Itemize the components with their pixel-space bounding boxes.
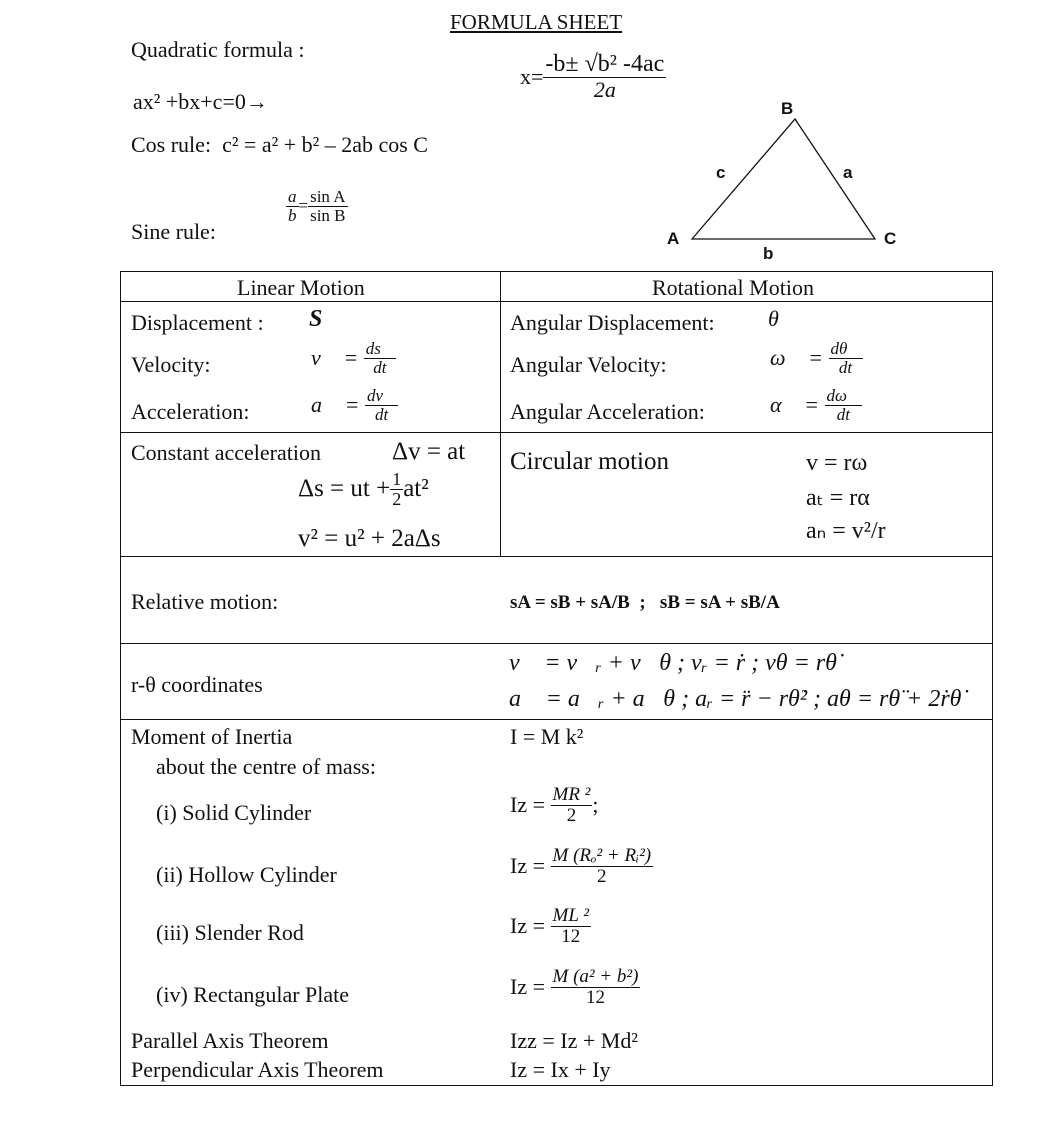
constant-acceleration-label: Constant acceleration — [131, 440, 321, 465]
acceleration-den: dt — [374, 404, 389, 424]
cos-rule-formula: c² = a² + b² – 2ab cos C — [222, 132, 428, 157]
solid-cylinder-lhs: Iz = — [510, 792, 545, 818]
angular-velocity-den: dt — [838, 357, 853, 377]
vertex-b: B — [781, 99, 794, 118]
perpendicular-axis-label: Perpendicular Axis Theorem — [131, 1057, 384, 1082]
hollow-cylinder-den: 2 — [597, 865, 607, 887]
inertia-formula: I = M k² — [510, 724, 584, 749]
velocity-num: ds⃗ — [365, 339, 395, 358]
sine-d2: sin B — [310, 205, 346, 225]
acceleration-lhs: a⃗ = — [311, 392, 360, 418]
side-c: c — [716, 163, 726, 182]
angular-velocity-label: Angular Velocity: — [510, 352, 667, 377]
angular-velocity-lhs: ω⃗ = — [770, 345, 823, 371]
circular-eq1: v = rω — [806, 450, 868, 476]
slender-rod-label: (iii) Slender Rod — [156, 920, 304, 945]
rectangular-plate-lhs: Iz = — [510, 974, 545, 1000]
parallel-axis-formula: Izz = Iz + Md² — [510, 1028, 638, 1053]
parallel-axis-label: Parallel Axis Theorem — [131, 1028, 329, 1053]
rectangular-plate-label: (iv) Rectangular Plate — [156, 982, 350, 1007]
triangle-diagram — [660, 95, 900, 265]
cos-rule-label: Cos rule: — [131, 132, 212, 157]
side-a: a — [843, 163, 853, 182]
velocity-label: Velocity: — [131, 352, 211, 377]
hollow-cylinder-num: M (Rₒ² + Rᵢ²) — [552, 845, 652, 866]
angular-acceleration-num: dω⃗ — [826, 386, 861, 405]
solid-cylinder-label: (i) Solid Cylinder — [156, 800, 312, 825]
const-eq2-b: at² — [403, 475, 429, 503]
inertia-sublabel: about the centre of mass: — [156, 754, 376, 779]
slender-rod-den: 12 — [561, 925, 581, 947]
const-eq1: Δv = at — [392, 438, 466, 465]
solid-cylinder-den: 2 — [566, 804, 577, 826]
header-linear: Linear Motion — [237, 275, 365, 300]
angular-displacement-symbol: θ⃗ — [768, 306, 796, 331]
angular-velocity-num: dθ⃗ — [830, 339, 861, 358]
displacement-label: Displacement : — [131, 310, 264, 335]
sine-rule-formula — [286, 188, 348, 225]
sine-d1: b — [288, 205, 297, 225]
quadratic-equation: ax² +bx+c=0→ — [133, 89, 268, 114]
inertia-label: Moment of Inertia — [131, 724, 293, 749]
header-rotational: Rotational Motion — [652, 275, 814, 300]
solid-cylinder-num: MR ² — [552, 784, 591, 805]
angular-acceleration-label: Angular Acceleration: — [510, 399, 705, 424]
acceleration-label: Acceleration: — [131, 399, 250, 424]
relative-motion-formula: sA = sB + sA/B ; sB = sA + sB/A — [510, 592, 780, 613]
const-eq2-den: 2 — [392, 488, 402, 509]
perpendicular-axis-formula: Iz = Ix + Iy — [510, 1057, 611, 1082]
sine-n1: a — [288, 187, 297, 206]
r-theta-eq1: v⃗ = v⃗ᵣ + v⃗θ ; vᵣ = ṙ ; vθ = rθ̇ — [509, 650, 837, 676]
hollow-cylinder-lhs: Iz = — [510, 853, 545, 879]
solid-cylinder-tail: ; — [592, 792, 599, 818]
displacement-symbol: S⃗ — [309, 306, 342, 332]
const-eq2-a: Δs = ut + — [298, 475, 391, 503]
velocity-den: dt — [373, 357, 387, 377]
quadratic-label: Quadratic formula : — [131, 37, 305, 62]
quadratic-denominator: 2a — [593, 77, 616, 103]
circular-eq3: aₙ = v²/r — [806, 518, 886, 544]
acceleration-num: dv⃗ — [366, 386, 397, 405]
rectangular-plate-num: M (a² + b²) — [552, 966, 639, 987]
slender-rod-lhs: Iz = — [510, 913, 545, 939]
angular-acceleration-lhs: α⃗ = — [770, 392, 820, 418]
vertex-c: C — [884, 229, 897, 248]
hollow-cylinder-label: (ii) Hollow Cylinder — [156, 862, 337, 887]
sine-n2: sin A — [310, 187, 346, 206]
r-theta-label: r-θ coordinates — [131, 672, 263, 697]
rectangular-plate-den: 12 — [585, 986, 605, 1008]
vertex-a: A — [667, 229, 680, 248]
const-eq3: v² = u² + 2aΔs — [298, 525, 441, 552]
cos-rule — [131, 132, 428, 158]
circular-motion-label: Circular motion — [510, 448, 669, 475]
angular-acceleration-den: dt — [836, 404, 850, 424]
quadratic-lhs: x= — [520, 63, 544, 89]
quadratic-numerator: -b± √b² -4ac — [545, 51, 665, 77]
side-b: b — [763, 244, 774, 263]
quadratic-solution — [520, 52, 666, 101]
angular-displacement-label: Angular Displacement: — [510, 310, 715, 335]
slender-rod-num: ML ² — [552, 905, 589, 926]
r-theta-eq2: a⃗ = a⃗ᵣ + a⃗θ ; aᵣ = r̈ − rθ̇² ; aθ = rθ̈ + 2ṙθ̇ — [509, 686, 962, 712]
circular-eq2: aₜ = rα — [806, 485, 870, 511]
const-eq2-num: 1 — [392, 469, 402, 489]
sine-rule-label: Sine rule: — [131, 219, 216, 244]
relative-motion-label: Relative motion: — [131, 589, 279, 614]
sine-eq: = — [298, 196, 309, 216]
page-title: FORMULA SHEET — [450, 10, 623, 34]
velocity-lhs: v⃗ = — [311, 345, 359, 371]
